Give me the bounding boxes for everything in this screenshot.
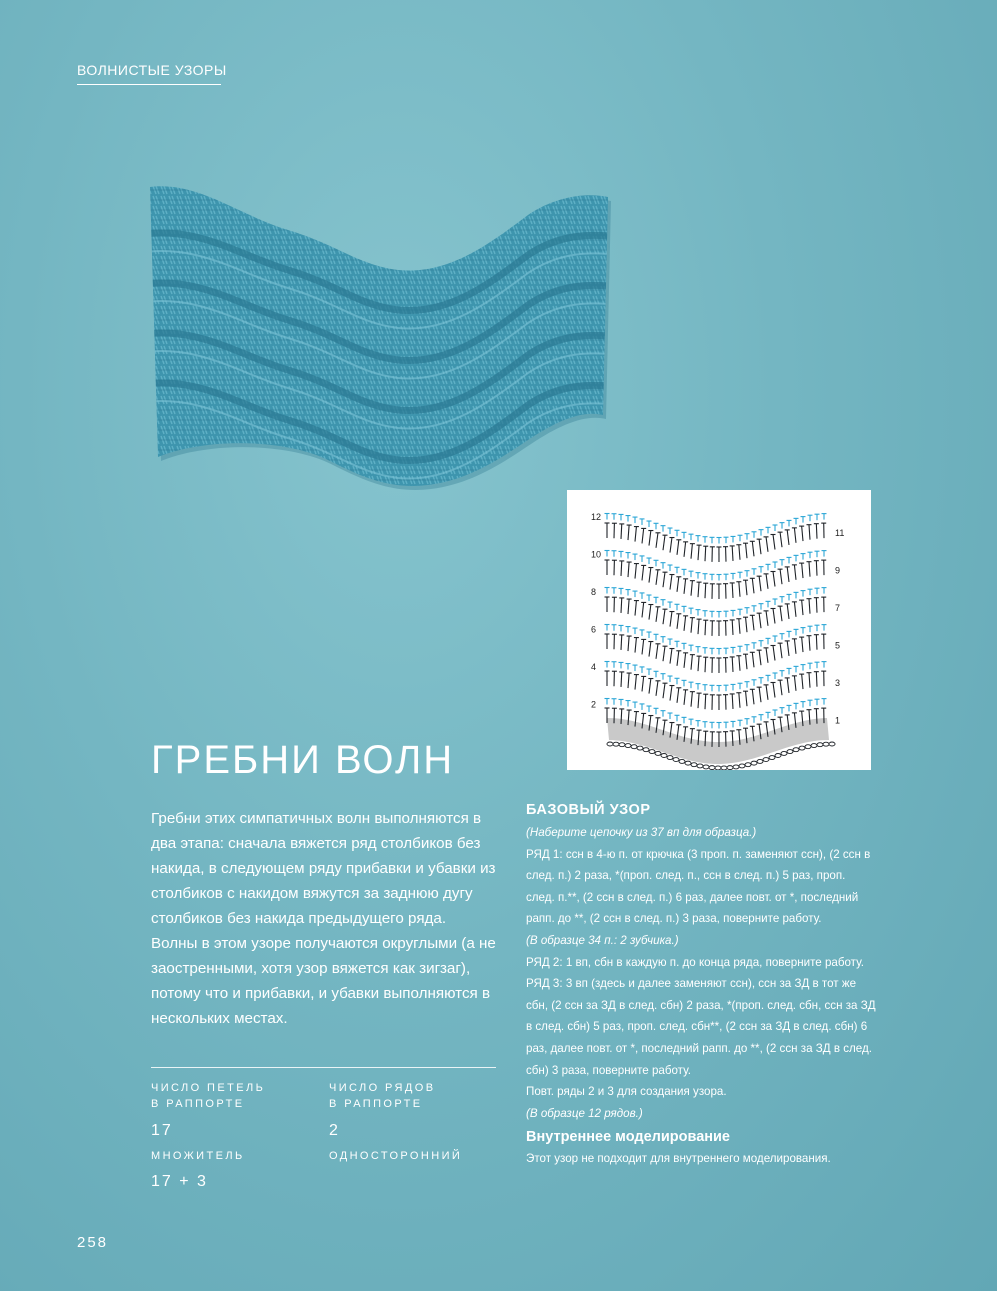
instruction-line: РЯД 2: 1 вп, сбн в каждую п. до конца ряда, поверните работу. xyxy=(526,955,864,969)
row-repeat-value: 2 xyxy=(329,1122,340,1139)
chart-row-9 xyxy=(605,560,827,599)
row-number-left: 2 xyxy=(591,699,597,710)
row-number-left: 8 xyxy=(591,587,597,597)
swatch-photo xyxy=(128,175,628,505)
stitch-repeat-label-line1: ЧИСЛО ПЕТЕЛЬ xyxy=(151,1082,266,1094)
one-sided-label: ОДНОСТОРОННИЙ xyxy=(329,1150,463,1162)
instruction-line: (В образце 34 п.: 2 зубчика.) xyxy=(526,933,679,947)
page-title: ГРЕБНИ ВОЛН xyxy=(151,738,455,782)
row-number-left: 6 xyxy=(591,624,597,635)
section-label: ВОЛНИСТЫЕ УЗОРЫ xyxy=(77,62,227,78)
row-number-left: 10 xyxy=(591,549,602,560)
row-number-right: 11 xyxy=(835,528,845,538)
chart-row-10 xyxy=(605,551,827,581)
stitch-diagram-svg xyxy=(567,490,871,770)
chart-row-7 xyxy=(605,597,827,636)
stats-divider xyxy=(151,1067,496,1068)
chart-row-3 xyxy=(605,671,827,710)
row-number-right: 9 xyxy=(835,565,841,576)
row-number-left: 4 xyxy=(591,662,597,672)
row-repeat-label xyxy=(329,1080,435,1112)
instruction-line: (Наберите цепочку из 37 вп для образца.) xyxy=(526,826,757,839)
instruction-line: РЯД 3: 3 вп (здесь и далее заменяют ссн), ссн за ЗД в тот же сбн, (2 ссн за ЗД в след. сбн) 2 раза, *(проп. след. сбн, ссн за ЗД в след. сбн) 5 раз, проп. след. сбн**, (2 ссн за ЗД в след. сбн) 6 раз, далее повт. от *, последний рапп. до **, (2 ссн за ЗД в след. сбн) 3 раза, поверните работу. xyxy=(526,977,876,1077)
instruction-line: РЯД 1: ссн в 4-ю п. от крючка (3 проп. п. заменяют ссн), (2 ссн в след. п.) 2 раза, *(проп. след. п., ссн в след. п.) 5 раз, проп. след. п.**, (2 ссн в след. п.) 6 раз, далее повт. от *, последний рапп. до **, (2 ссн в след. п.) 3 раза, поверните работу. xyxy=(526,847,871,926)
pattern-instructions xyxy=(526,802,876,1170)
row-repeat-label-line1: ЧИСЛО РЯДОВ xyxy=(329,1082,436,1094)
row-number-right: 3 xyxy=(835,678,841,688)
row-number-right: 7 xyxy=(835,603,841,613)
multiplier-label: МНОЖИТЕЛЬ xyxy=(151,1150,245,1162)
chart-row-8 xyxy=(605,588,827,618)
chart-row-6 xyxy=(605,625,827,655)
chart-row-11 xyxy=(605,523,827,562)
stitch-repeat-value: 17 xyxy=(151,1122,173,1139)
section-divider xyxy=(77,84,221,85)
page-number: 258 xyxy=(77,1234,109,1251)
multiplier-value: 17 + 3 xyxy=(151,1173,208,1190)
row-number-right: 5 xyxy=(835,640,841,651)
chart-row-4 xyxy=(605,662,827,692)
shaping-text: Этот узор не подходит для внутреннего моделирования. xyxy=(526,1152,831,1166)
stitch-repeat-label-line2: В РАППОРТЕ xyxy=(151,1098,245,1110)
chart-row-12 xyxy=(605,514,827,544)
row-repeat-label-line2: В РАППОРТЕ xyxy=(329,1098,423,1110)
instruction-line: Повт. ряды 2 и 3 для создания узора. xyxy=(526,1085,727,1099)
chart-row-5 xyxy=(605,634,827,673)
shaping-heading: Внутреннее моделирование xyxy=(526,1129,730,1146)
stitch-repeat-label xyxy=(151,1080,265,1112)
intro-text: Гребни этих симпатичных волн выполняются в два этапа: сначала вяжется ряд столбиков без накида, в следующем ряду прибавки и убавки из столбиков с накидом вяжутся за заднюю дугу столбиков без накида предыдущего ряда. Волны в этом узоре получаются округлыми (а не заостренными, хотя узор вяжется как зигзаг), потому что и прибавки, и убавки выполняются в нескольких местах. xyxy=(151,810,496,1027)
row-number-left: 12 xyxy=(591,512,602,522)
instruction-line: (В образце 12 рядов.) xyxy=(526,1106,643,1120)
stitch-diagram xyxy=(567,490,871,770)
row-number-right: 1 xyxy=(835,715,841,726)
pattern-heading: БАЗОВЫЙ УЗОР xyxy=(526,802,651,818)
